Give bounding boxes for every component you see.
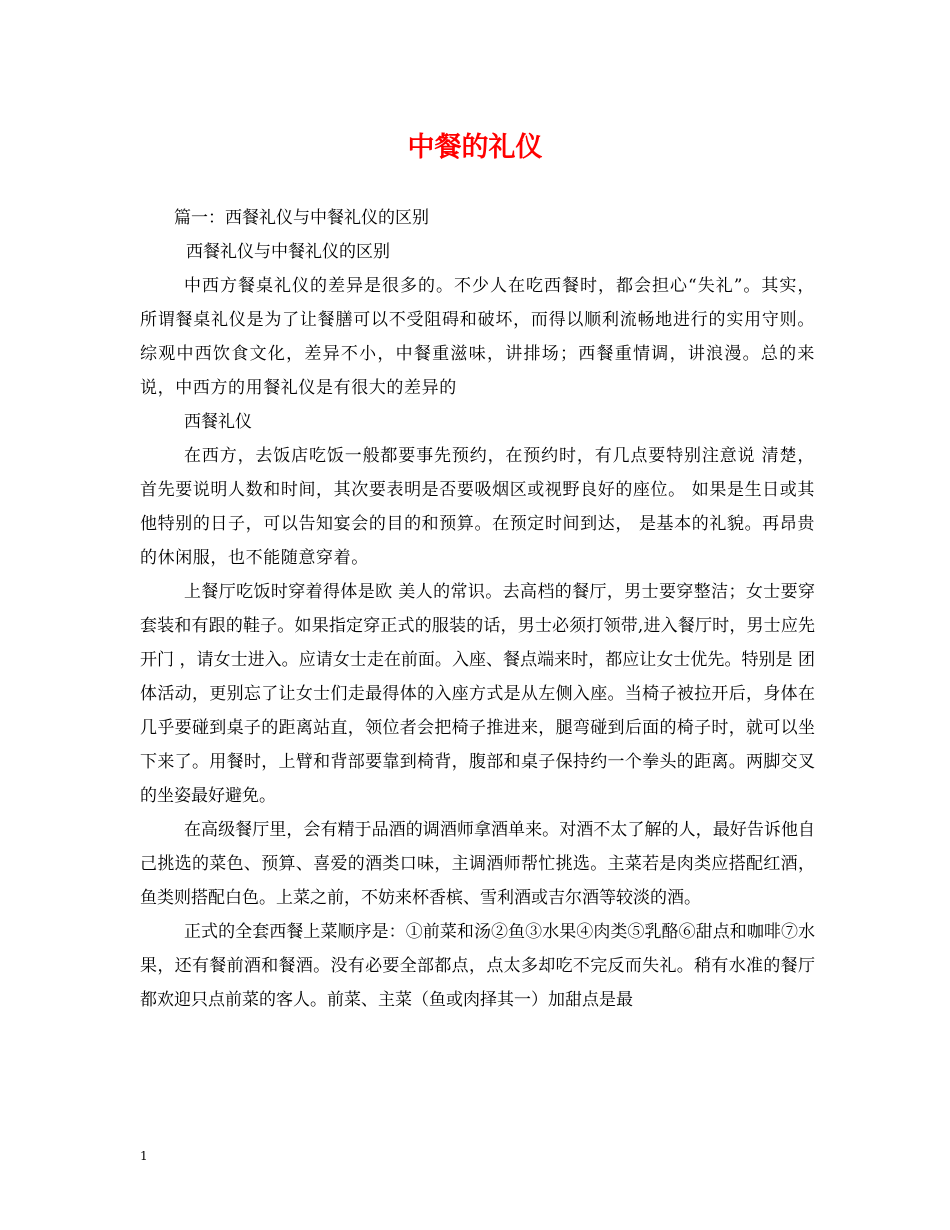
page-number: 1 [140,1149,148,1163]
document-body [140,201,815,1017]
article-heading: 篇一：西餐礼仪与中餐礼仪的区别 [174,208,429,228]
paragraph-course-order: 正式的全套西餐上菜顺序是：①前菜和汤②鱼③水果④肉类⑤乳酪⑥甜点和咖啡⑦水果，还有餐前酒和餐酒。没有必要全部都点，点太多却吃不完反而失礼。稍有水准的餐厅都欢迎只点前菜的客人。前菜、主菜（鱼或肉择其一）加甜点是最 [140,922,815,1010]
paragraph-reservation: 在西方，去饭店吃饭一般都要事先预约，在预约时，有几点要特别注意说 清楚，首先要说明人数和时间，其次要表明是否要吸烟区或视野良好的座位。 如果是生日或其他特别的日子，可以告知宴会的目的和预算。在预定时间到达， 是基本的礼貌。再昂贵的休闲服，也不能随意穿着。 [140,446,815,568]
paragraph-dress-seating: 上餐厅吃饭时穿着得体是欧 美人的常识。去高档的餐厅，男士要穿整洁；女士要穿套装和有跟的鞋子。如果指定穿正式的服装的话，男士必须打领带,进入餐厅时，男士应先开门 ，请女士进入。应请女士走在前面。入座、餐点端来时，都应让女士优先。特别是 团体活动，更别忘了让女士们走最得体的入座方式是从左侧入座。当椅子被拉开后，身体在几乎要碰到桌子的距离站直，领位者会把椅子推进来，腿弯碰到后面的椅子时，就可以坐下来了。用餐时，上臂和背部要靠到椅背，腹部和桌子保持约一个拳头的距离。两脚交叉的坐姿最好避免。 [140,582,815,806]
section-heading: 西餐礼仪与中餐礼仪的区别 [186,242,390,262]
paragraph-intro: 中西方餐桌礼仪的差异是很多的。不少人在吃西餐时，都会担心“失礼”。其实，所谓餐桌礼仪是为了让餐膳可以不受阻碍和破坏，而得以顺利流畅地进行的实用守则。综观中西饮食文化，差异不小，中餐重滋味，讲排场；西餐重情调，讲浪漫。总的来说，中西方的用餐礼仪是有很大的差异的 [140,276,815,398]
document-title: 中餐的礼仪 [407,132,543,163]
paragraph-wine: 在高级餐厅里，会有精于品酒的调酒师拿酒单来。对酒不太了解的人，最好告诉他自己挑选的菜色、预算、喜爱的酒类口味，主调酒师帮忙挑选。主菜若是肉类应搭配红酒，鱼类则搭配白色。上菜之前，不妨来杯香槟、雪利酒或吉尔酒等较淡的酒。 [140,820,815,908]
subsection-heading: 西餐礼仪 [184,412,252,432]
